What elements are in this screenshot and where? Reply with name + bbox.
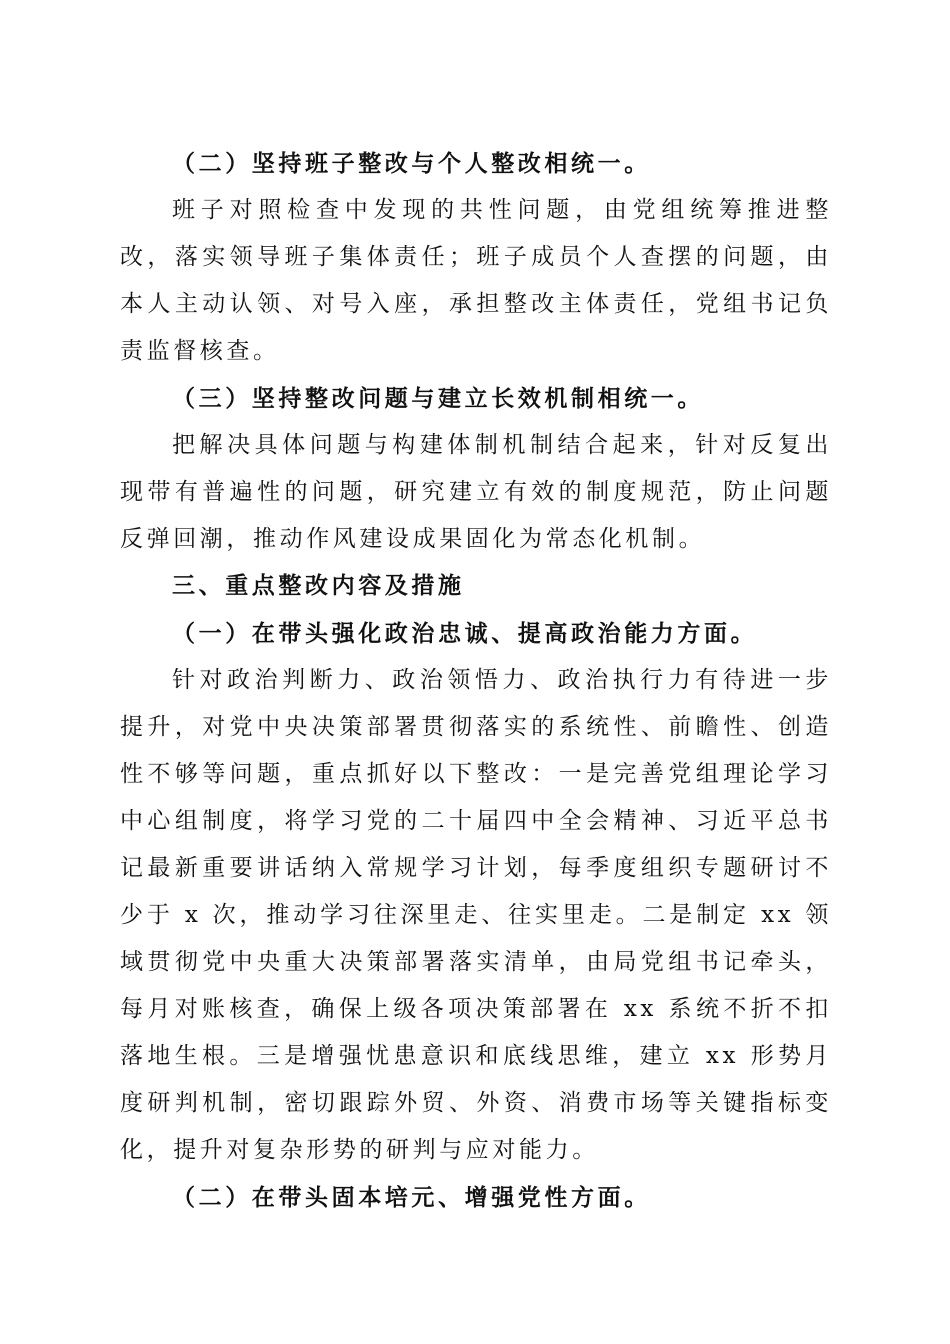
paragraph-long-term-mechanism: 把解决具体问题与构建体制机制结合起来，针对反复出现带有普遍性的问题，研究建立有效的制度规范，防止问题反弹回潮，推动作风建设成果固化为常态化机制。 xyxy=(120,432,832,552)
subheading-2: （二）坚持班子整改与个人整改相统一。 xyxy=(172,150,651,177)
paragraph-political-loyalty: 针对政治判断力、政治领悟力、政治执行力有待进一步提升，对党中央决策部署贯彻落实的系统性、前瞻性、创造性不够等问题，重点抓好以下整改：一是完善党组理论学习中心组制度，将学习党的二十届四中全会精神、习近平总书记最新重要讲话纳入常规学习计划，每季度组织专题研讨不少于 x 次，推动学习往深里走、往实里走。二是制定 xx 领域贯彻党中央重大决策部署落实清单，由局党组书记牵头，每月对账核查，确保上级各项决策部署在 xx 系统不折不扣落地生根。三是增强忧患意识和底线思维，建立 xx 形势月度研判机制，密切跟踪外贸、外资、消费市场等关键指标变化，提升对复杂形势的研判与应对能力。 xyxy=(120,667,832,1163)
section-heading-3: 三、重点整改内容及措施 xyxy=(172,573,465,599)
subheading-3-1: （一）在带头强化政治忠诚、提高政治能力方面。 xyxy=(172,620,758,647)
subheading-3: （三）坚持整改问题与建立长效机制相统一。 xyxy=(172,385,704,412)
paragraph-team-rectification: 班子对照检查中发现的共性问题，由党组统筹推进整改，落实领导班子集体责任；班子成员个人查摆的问题，由本人主动认领、对号入座，承担整改主体责任，党组书记负责监督核查。 xyxy=(120,197,832,364)
document-body xyxy=(120,140,832,1221)
subheading-3-2: （二）在带头固本培元、增强党性方面。 xyxy=(172,1184,651,1211)
